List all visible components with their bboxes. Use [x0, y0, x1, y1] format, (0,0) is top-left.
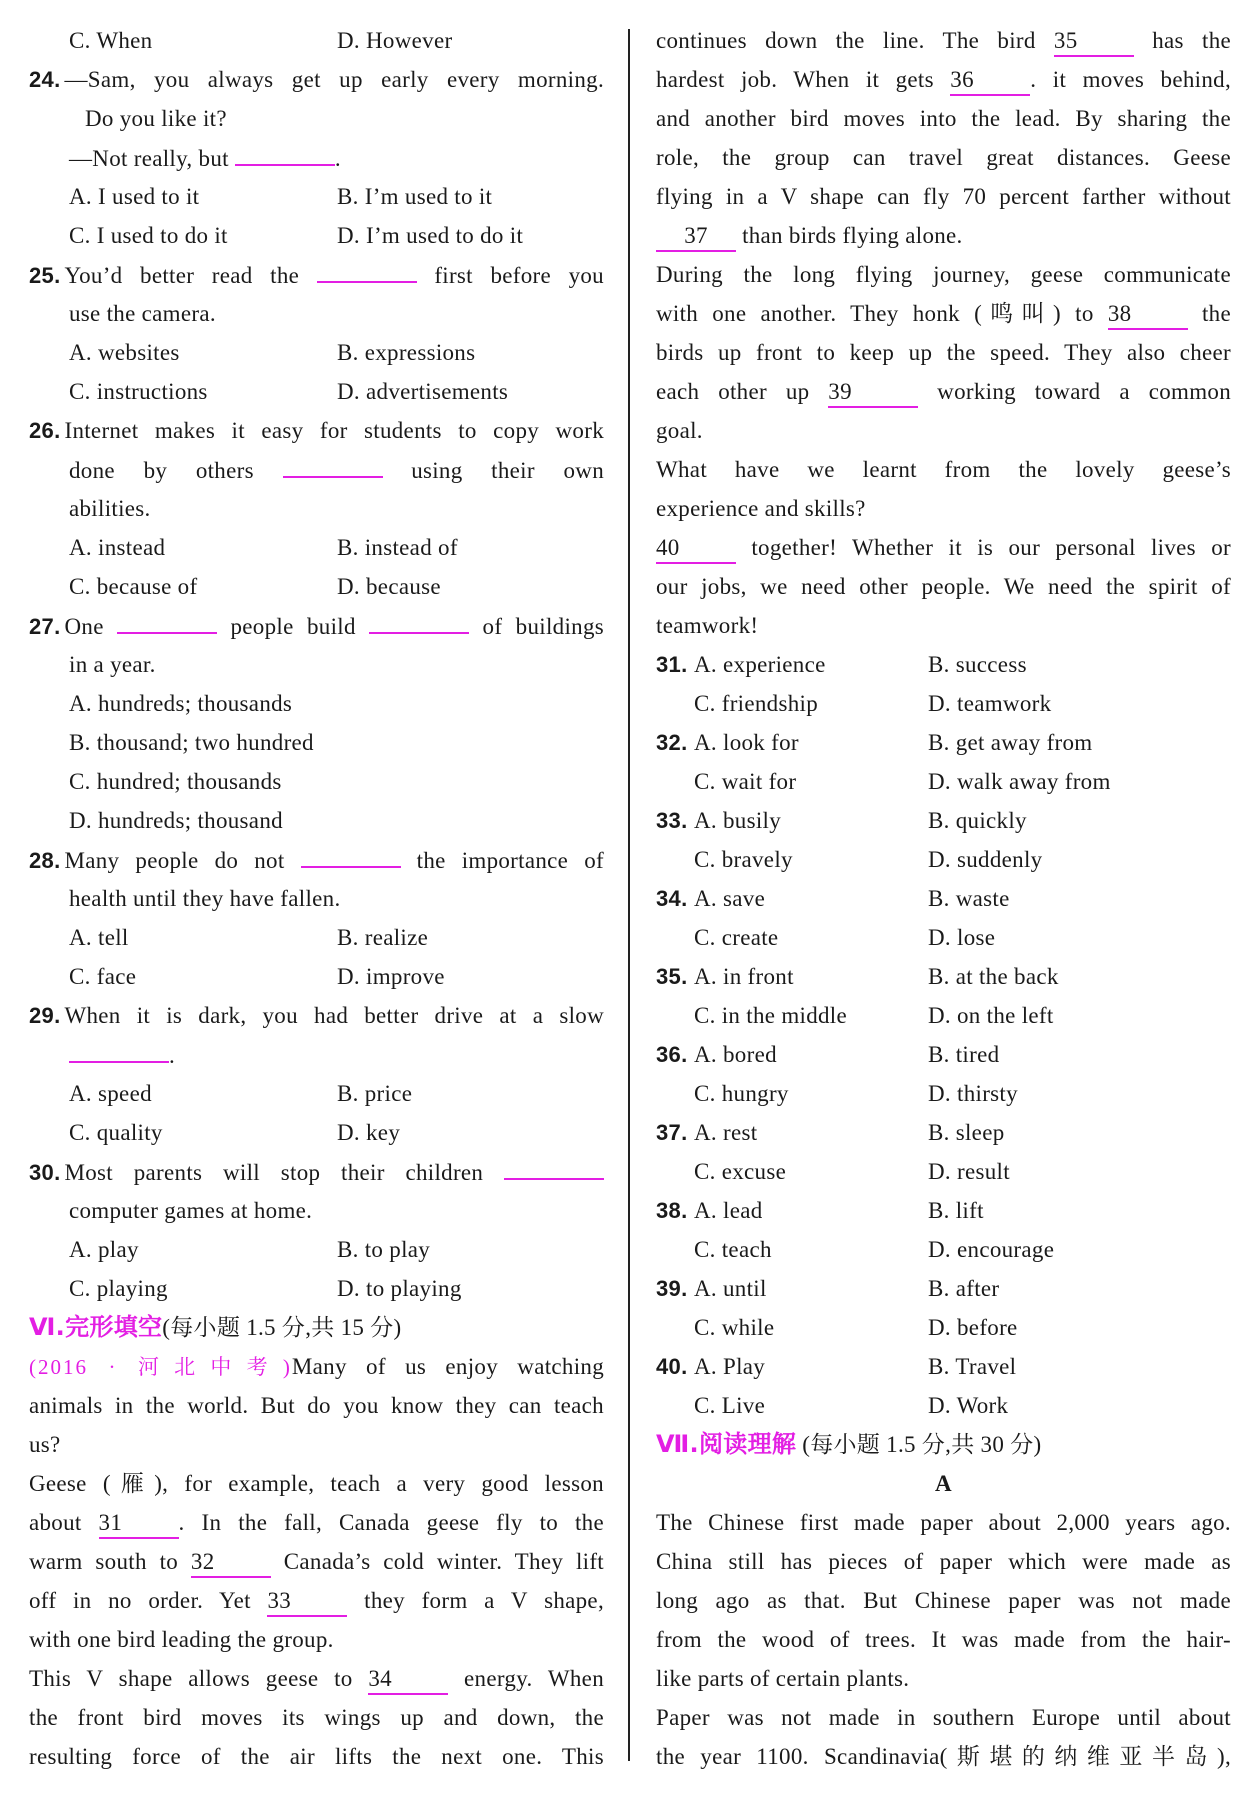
question-number: 37. [656, 1120, 688, 1145]
section-6-header [29, 1308, 604, 1347]
question-number: 27. [29, 614, 61, 639]
passage-line-38 [656, 294, 1231, 333]
option-d[interactable]: D. key [337, 1120, 401, 1145]
option-a[interactable]: A. tell [69, 925, 129, 950]
text: working toward a common [937, 379, 1231, 404]
text: together! Whether it is our personal lives or [751, 535, 1231, 560]
option-a[interactable]: A. I used to it [69, 184, 200, 209]
source-tag: (2016 · 河北中考) [29, 1355, 292, 1379]
cloze-question-row [656, 1386, 1231, 1425]
q27-stem [29, 606, 604, 645]
option-d[interactable]: D. to playing [337, 1276, 462, 1301]
passage-line-39 [656, 372, 1231, 411]
question-number: 39. [656, 1276, 688, 1301]
option-c[interactable]: C. Live [694, 1393, 766, 1418]
text: they form a V shape, [364, 1588, 604, 1613]
q24-options-ab [29, 177, 604, 216]
option-a[interactable]: A. rest [694, 1120, 758, 1145]
option-d[interactable]: D. advertisements [337, 379, 509, 404]
passage-a-line: the year 1100. Scandinavia(斯堪的纳维亚半岛), [656, 1744, 1231, 1769]
option-c[interactable]: C. bravely [694, 847, 793, 872]
option-a[interactable]: A. save [694, 886, 766, 911]
section-7-header [656, 1425, 1231, 1464]
q23-options-tail [29, 21, 604, 60]
option-d: D. However [337, 28, 453, 53]
q24-line3-text: —Not really, but [69, 146, 229, 171]
passage-a-line: China still has pieces of paper which were made as [656, 1549, 1231, 1574]
option-a[interactable]: A. look for [694, 730, 799, 755]
blank-40[interactable]: 40 [656, 534, 736, 564]
option-b[interactable]: B. Travel [928, 1354, 1017, 1379]
passage-line: resulting force of the air lifts the next one. This [29, 1744, 604, 1769]
option-a[interactable]: A. speed [69, 1081, 152, 1106]
question-number: 36. [656, 1042, 688, 1067]
blank-39[interactable]: 39 [828, 378, 918, 408]
blank-35[interactable]: 35 [1054, 27, 1134, 57]
option-d[interactable]: D. Work [928, 1393, 1009, 1418]
passage-line-4: Geese (雁), for example, teach a very good lesson [29, 1471, 604, 1496]
cloze-question-row [656, 840, 1231, 879]
text: with one another. They honk (鸣叫) to [656, 301, 1094, 326]
option-b[interactable]: B. quickly [928, 808, 1027, 833]
text: off in no order. Yet [29, 1588, 251, 1613]
cloze-question-row [656, 957, 1231, 996]
option-b[interactable]: B. at the back [928, 964, 1059, 989]
q26-options-ab [29, 528, 604, 567]
passage-text: Many of us enjoy watching [291, 1354, 604, 1379]
option-b[interactable]: B. expressions [337, 340, 476, 365]
answer-blank[interactable] [317, 255, 417, 283]
option-c[interactable]: C. excuse [694, 1159, 787, 1184]
q24-options-cd [29, 216, 604, 255]
text: each other up [656, 379, 810, 404]
passage-line-32 [29, 1542, 604, 1581]
passage-line-33 [29, 1581, 604, 1620]
text: than birds flying alone. [742, 223, 963, 248]
passage-line: goal. [656, 418, 703, 443]
right-column [656, 21, 1231, 1776]
question-number: 33. [656, 808, 688, 833]
option-a[interactable]: A. instead [69, 535, 166, 560]
option-d[interactable]: D. walk away from [928, 769, 1111, 794]
option-c[interactable]: C. hundred; thousands [69, 769, 282, 794]
passage-line: role, the group can travel great distances. Geese [656, 145, 1231, 170]
q28-post: the importance of [416, 848, 604, 873]
question-number: 40. [656, 1354, 688, 1379]
cloze-question-row [656, 645, 1231, 684]
option-a[interactable]: A. in front [694, 964, 794, 989]
q29-period: . [169, 1043, 176, 1068]
option-c[interactable]: C. create [694, 925, 779, 950]
cloze-question-row [656, 996, 1231, 1035]
passage-line-2: animals in the world. But do you know they can teach [29, 1393, 604, 1418]
q30-options-ab [29, 1230, 604, 1269]
option-b[interactable]: B. success [928, 652, 1027, 677]
text: . it moves behind, [1030, 67, 1231, 92]
passage-a-line: like parts of certain plants. [656, 1666, 910, 1691]
text: the [1201, 301, 1231, 326]
q28-options-cd [29, 957, 604, 996]
q27-line2: in a year. [69, 652, 156, 677]
cloze-question-row [656, 684, 1231, 723]
q25-post: first before you [434, 263, 604, 288]
passage-line-1 [29, 1347, 604, 1386]
text: has the [1152, 28, 1231, 53]
option-a[interactable]: A. until [694, 1276, 767, 1301]
passage-a-line: long ago as that. But Chinese paper was not made [656, 1588, 1231, 1613]
text: This V shape allows geese to [29, 1666, 353, 1691]
q26-stem [29, 411, 604, 450]
cloze-question-row [656, 1269, 1231, 1308]
question-number: 30. [29, 1160, 61, 1185]
q26-pre: done by others [69, 458, 254, 483]
cloze-question-row [656, 1191, 1231, 1230]
option-c[interactable]: C. because of [69, 574, 198, 599]
q25-options-ab [29, 333, 604, 372]
blank-37[interactable]: 37 [656, 222, 736, 252]
left-column [29, 21, 604, 1776]
option-c[interactable]: C. teach [694, 1237, 772, 1262]
q30-stem [29, 1152, 604, 1191]
option-c[interactable]: C. instructions [69, 379, 208, 404]
passage-line-3: us? [29, 1432, 61, 1457]
question-number: 28. [29, 848, 61, 873]
option-a[interactable]: A. busily [694, 808, 782, 833]
q24-stem [29, 60, 604, 99]
cloze-question-row [656, 1347, 1231, 1386]
cloze-question-row [656, 801, 1231, 840]
option-b[interactable]: B. instead of [337, 535, 458, 560]
option-c[interactable]: C. while [694, 1315, 775, 1340]
q30-pre: Most parents will stop their children [64, 1160, 484, 1185]
passage-line: birds up front to keep up the speed. They also cheer [656, 340, 1231, 365]
option-b[interactable]: B. I’m used to it [337, 184, 493, 209]
q30-line2: computer games at home. [69, 1198, 313, 1223]
cloze-question-row [656, 1113, 1231, 1152]
option-a[interactable]: A. websites [69, 340, 180, 365]
option-b[interactable]: B. sleep [928, 1120, 1005, 1145]
option-c[interactable]: C. quality [69, 1120, 163, 1145]
answer-blank[interactable] [504, 1152, 604, 1180]
blank-34[interactable]: 34 [368, 1665, 448, 1695]
option-c: C. When [69, 28, 153, 53]
q27-post: of buildings [482, 614, 604, 639]
option-a[interactable]: A. lead [694, 1198, 763, 1223]
passage-line: and another bird moves into the lead. By sharing the [656, 106, 1231, 131]
cloze-questions [656, 645, 1231, 1425]
passage-a-line: Paper was not made in southern Europe until about [656, 1705, 1231, 1730]
passage-line-31 [29, 1503, 604, 1542]
question-number: 26. [29, 418, 61, 443]
q27-pre: One [64, 614, 104, 639]
text: . In the fall, Canada geese fly to the [178, 1510, 604, 1535]
option-b[interactable]: B. realize [337, 925, 429, 950]
cloze-question-row [656, 723, 1231, 762]
passage-line: During the long flying journey, geese communicate [656, 262, 1231, 287]
q29-options-ab [29, 1074, 604, 1113]
cloze-question-row [656, 762, 1231, 801]
option-b[interactable]: B. tired [928, 1042, 1000, 1067]
text: about [29, 1510, 82, 1535]
answer-blank[interactable] [69, 1035, 169, 1063]
passage-a-line: The Chinese first made paper about 2,000 years ago. [656, 1510, 1231, 1535]
answer-blank-2[interactable] [369, 606, 469, 634]
q26-post: using their own [411, 458, 604, 483]
option-b[interactable]: B. to play [337, 1237, 431, 1262]
option-a[interactable]: A. bored [694, 1042, 777, 1067]
text: hardest job. When it gets [656, 67, 934, 92]
question-number: 25. [29, 263, 61, 288]
option-c[interactable]: C. friendship [694, 691, 818, 716]
section-6-title: Ⅵ.完形填空 [29, 1313, 163, 1341]
question-number: 24. [29, 67, 61, 92]
q29-stem [29, 996, 604, 1035]
section-7-score: (每小题 1.5 分,共 30 分) [802, 1432, 1042, 1457]
option-d[interactable]: D. encourage [928, 1237, 1055, 1262]
blank-33[interactable]: 33 [267, 1587, 347, 1617]
q28-stem [29, 840, 604, 879]
q26-line2 [29, 450, 604, 489]
option-d[interactable]: D. suddenly [928, 847, 1043, 872]
option-a[interactable]: A. play [69, 1237, 139, 1262]
q28-pre: Many people do not [64, 848, 285, 873]
q26-line1: Internet makes it easy for students to copy work [64, 418, 604, 443]
q25-line2: use the camera. [69, 301, 216, 326]
option-c[interactable]: C. face [69, 964, 137, 989]
answer-blank[interactable] [301, 840, 401, 868]
option-a[interactable]: A. hundreds; thousands [69, 691, 293, 716]
option-b[interactable]: B. waste [928, 886, 1010, 911]
answer-blank[interactable] [283, 450, 383, 478]
passage-line: experience and skills? [656, 496, 866, 521]
passage-line-36 [656, 60, 1231, 99]
option-d[interactable]: D. result [928, 1159, 1010, 1184]
option-b[interactable]: B. lift [928, 1198, 984, 1223]
option-d[interactable]: D. thirsty [928, 1081, 1018, 1106]
blank-38[interactable]: 38 [1108, 300, 1188, 330]
question-number: 29. [29, 1003, 61, 1028]
passage-line: the front bird moves its wings up and down, the [29, 1705, 604, 1730]
option-d[interactable]: D. I’m used to do it [337, 223, 524, 248]
q29-line2 [29, 1035, 604, 1074]
option-a[interactable]: A. Play [694, 1354, 766, 1379]
option-d[interactable]: D. lose [928, 925, 996, 950]
option-b[interactable]: B. price [337, 1081, 413, 1106]
answer-blank-1[interactable] [117, 606, 217, 634]
passage-line-34 [29, 1659, 604, 1698]
text: Canada’s cold winter. They lift [283, 1549, 604, 1574]
q24-line1: —Sam, you always get up early every morning. [64, 67, 604, 92]
passage-line: with one bird leading the group. [29, 1627, 334, 1652]
passage-a-title: A [935, 1471, 952, 1496]
column-divider [628, 29, 630, 1761]
text: continues down the line. The bird [656, 28, 1036, 53]
q27-mid: people build [230, 614, 356, 639]
option-c[interactable]: C. I used to do it [69, 223, 228, 248]
cloze-question-row [656, 1074, 1231, 1113]
option-d[interactable]: D. because [337, 574, 441, 599]
text: energy. When [464, 1666, 604, 1691]
option-d[interactable]: D. teamwork [928, 691, 1052, 716]
text: warm south to [29, 1549, 179, 1574]
option-b[interactable]: B. get away from [928, 730, 1093, 755]
question-number: 38. [656, 1198, 688, 1223]
blank-31[interactable]: 31 [99, 1509, 179, 1539]
passage-line: our jobs, we need other people. We need the spirit of [656, 574, 1231, 599]
question-number: 35. [656, 964, 688, 989]
passage-a-line: from the wood of trees. It was made from the hair- [656, 1627, 1231, 1652]
passage-line: flying in a V shape can fly 70 percent farther without [656, 184, 1231, 209]
cloze-question-row [656, 1152, 1231, 1191]
option-d[interactable]: D. before [928, 1315, 1018, 1340]
answer-blank[interactable] [235, 138, 335, 166]
option-d[interactable]: D. on the left [928, 1003, 1054, 1028]
q28-line2: health until they have fallen. [69, 886, 341, 911]
passage-line-35 [656, 21, 1231, 60]
q26-options-cd [29, 567, 604, 606]
option-b[interactable]: B. thousand; two hundred [69, 730, 314, 755]
option-c[interactable]: C. playing [69, 1276, 168, 1301]
question-number: 31. [656, 652, 688, 677]
option-b[interactable]: B. after [928, 1276, 1000, 1301]
q24-line2: Do you like it? [85, 106, 227, 131]
blank-36[interactable]: 36 [950, 66, 1030, 96]
option-c[interactable]: C. hungry [694, 1081, 789, 1106]
q25-stem [29, 255, 604, 294]
q26-line3: abilities. [69, 496, 151, 521]
cloze-question-row [656, 1230, 1231, 1269]
passage-line-40 [656, 528, 1231, 567]
q25-options-cd [29, 372, 604, 411]
cloze-question-row [656, 1308, 1231, 1347]
section-7-title: Ⅶ.阅读理解 [656, 1430, 797, 1458]
q25-pre: You’d better read the [64, 263, 300, 288]
question-number: 32. [656, 730, 688, 755]
q29-line1: When it is dark, you had better drive at a slow [64, 1003, 604, 1028]
q24-line3 [29, 138, 604, 177]
q28-options-ab [29, 918, 604, 957]
q29-options-cd [29, 1113, 604, 1152]
option-c[interactable]: C. in the middle [694, 1003, 848, 1028]
passage-line: What have we learnt from the lovely geese’s [656, 457, 1231, 482]
option-c[interactable]: C. wait for [694, 769, 797, 794]
cloze-question-row [656, 918, 1231, 957]
option-d[interactable]: D. hundreds; thousand [69, 808, 283, 833]
blank-32[interactable]: 32 [191, 1548, 271, 1578]
question-number: 34. [656, 886, 688, 911]
option-a[interactable]: A. experience [694, 652, 826, 677]
passage-line-37 [656, 216, 1231, 255]
option-d[interactable]: D. improve [337, 964, 445, 989]
q30-options-cd [29, 1269, 604, 1308]
q24-period: . [334, 146, 341, 171]
cloze-question-row [656, 1035, 1231, 1074]
passage-line: teamwork! [656, 613, 759, 638]
section-6-score: (每小题 1.5 分,共 15 分) [162, 1315, 402, 1340]
cloze-question-row [656, 879, 1231, 918]
